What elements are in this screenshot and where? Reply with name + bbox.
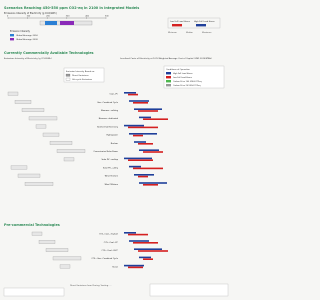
cost-bar-low-load — [138, 143, 153, 145]
row-label: CCS—Gas—Combined Cycle — [91, 258, 118, 261]
full-load-high-label: High Full Load Hours — [194, 21, 215, 23]
cost-bar-low-load — [143, 118, 168, 120]
cost-bar-high-load — [129, 166, 141, 168]
cost-bar-low-load — [138, 110, 158, 112]
row-label: CCS—Coal—IGCC — [101, 250, 118, 252]
emission-bar — [8, 92, 18, 95]
emission-bar — [53, 257, 81, 260]
cost-bar-low-load — [138, 176, 148, 178]
emission-bar — [60, 265, 70, 268]
lifecycle-emissions-label: Life-cycle Emissions — [72, 79, 93, 82]
cost-swatch-high — [166, 72, 171, 74]
cost-bar-low-load — [128, 94, 138, 96]
cost-bar-high-load — [139, 117, 151, 119]
emission-bar — [29, 117, 57, 120]
full-load-low-label: Low Full Load Hours — [170, 21, 190, 23]
cost-bar-high-load — [124, 125, 144, 127]
right-axis-label: Levelized Costs of Electricity at 10% Weighted Average Cost of Capital (USD 2010/MWh) — [120, 58, 212, 60]
emission-bar — [57, 149, 85, 152]
cost-bar-high-load — [134, 141, 146, 143]
footer-box — [4, 288, 64, 296]
cost-label-cp100: Carbon Price 100 USD/tCO2eq — [173, 81, 202, 84]
emission-bar — [32, 232, 42, 235]
legend-swatch-2030 — [10, 38, 14, 40]
cost-bar-high-load — [129, 133, 157, 135]
row-label: Biomass—cofiring — [101, 110, 118, 112]
top-axis-label: Emissions Intensity of Electricity (g CO2/kWh) — [4, 12, 57, 15]
row-label: Wind Offshore — [104, 183, 118, 186]
row-label: CCS—Coal—Oxyfuel — [98, 233, 118, 236]
cost-bar-high-load — [139, 257, 151, 259]
top-range-2050 — [45, 21, 57, 25]
cost-bar-low-load — [128, 127, 158, 129]
legend-label-2030: Global Average 2030 — [16, 39, 38, 42]
row-label: Solar PV—utility — [102, 167, 118, 170]
top-tick-label: 0 — [7, 15, 9, 18]
direct-emissions-swatch — [66, 74, 70, 76]
cost-bar-low-load — [128, 267, 143, 269]
cost-legend — [164, 66, 224, 88]
precommercial-heading: Pre-commercial Technologies — [4, 223, 60, 227]
row-label: Concentrated Solar Power — [93, 151, 118, 153]
sub-legend-min: Minimum — [168, 32, 177, 34]
cost-bar-low-load — [133, 102, 148, 104]
cost-label-high: High Full Load Hours — [173, 73, 193, 76]
cost-label-low: Low Full Load Hours — [173, 77, 192, 80]
commercial-heading: Currently Commercially Available Technologies — [4, 51, 94, 55]
top-tick-label: 300 — [65, 15, 70, 18]
cost-bar-high-load — [139, 149, 159, 151]
cost-bar-low-load — [128, 159, 153, 161]
footnotes-box — [150, 284, 228, 296]
cost-swatch-cp100 — [166, 80, 171, 82]
figure-title: Scenarios Reaching 450-550 ppm CO2-eq in 2100 in Integrated Models — [4, 6, 140, 10]
legend-swatch-2050 — [10, 34, 14, 36]
emission-bar — [46, 248, 68, 251]
top-tick-label: 400 — [85, 15, 90, 18]
cost-swatch-cp20 — [166, 84, 171, 86]
full-load-low-swatch — [172, 24, 182, 26]
cost-bar-high-load — [134, 248, 162, 250]
emission-type-legend — [64, 68, 104, 82]
row-label: Geothermal Electricity — [96, 126, 118, 129]
emission-legend-title: Emission Intensity Based on: — [66, 71, 95, 73]
emission-bar — [64, 158, 74, 161]
row-label: Nuclear — [110, 142, 118, 145]
direct-emissions-label: Direct Emissions — [72, 75, 89, 78]
row-label: Gas—Combined Cycle — [97, 101, 118, 104]
cost-bar-high-load — [139, 182, 167, 184]
cost-bar-low-load — [128, 234, 148, 236]
emission-bar — [43, 133, 59, 136]
cost-bar-low-load — [143, 151, 163, 153]
row-label: Biomass—dedicated — [98, 118, 118, 121]
cost-bar-high-load — [134, 108, 162, 110]
emission-bar — [18, 174, 40, 177]
cost-bar-high-load — [134, 174, 154, 176]
emission-bar — [11, 166, 27, 169]
emission-bar — [25, 182, 53, 185]
row-label: Ocean — [111, 266, 118, 269]
lifecycle-emissions-swatch — [66, 78, 70, 80]
top-tick-label: 100 — [26, 15, 31, 18]
cost-swatch-low — [166, 76, 171, 78]
cost-bar-high-load — [124, 265, 144, 267]
top-tick-label: 500 — [105, 15, 109, 18]
cost-bar-low-load — [133, 242, 158, 244]
top-range-2030 — [60, 21, 74, 25]
cost-bar-low-load — [133, 168, 163, 170]
sub-legend-max: Maximum — [202, 32, 212, 34]
row-label: Solar PV—rooftop — [101, 159, 118, 162]
cost-bar-high-load — [124, 232, 136, 234]
mid-axis-label: Emissions Intensity of Electricity (g CO2/kWh) — [4, 58, 52, 60]
top-tick-label: 200 — [46, 15, 50, 18]
emission-bar — [36, 125, 46, 128]
row-label: Coal—PC — [109, 93, 118, 96]
row-label: Wind Onshore — [104, 175, 118, 178]
cost-bar-low-load — [133, 135, 143, 137]
emission-bar — [15, 100, 31, 103]
legend-label-2050: Global Average 2050 — [16, 35, 38, 38]
cost-bar-low-load — [138, 250, 168, 252]
cost-bar-high-load — [129, 240, 149, 242]
row-label: CCS—Coal—PC — [103, 241, 118, 244]
sub-legend-median: Median — [186, 32, 193, 34]
emission-bar — [22, 108, 44, 111]
footer-note: Direct Emissions from Flaring, Venting, ... — [70, 285, 112, 287]
cost-bar-low-load — [143, 184, 158, 186]
emission-bar — [39, 240, 55, 243]
row-label: Hydropower — [106, 134, 118, 137]
cost-bar-high-load — [124, 158, 152, 160]
cost-label-cp20: Carbon Price 20 USD/tCO2eq — [173, 85, 201, 88]
full-load-high-swatch — [196, 24, 206, 26]
cost-bar-high-load — [129, 100, 149, 102]
cost-bar-low-load — [143, 258, 153, 260]
emission-bar — [50, 141, 72, 144]
scenario-legend-title: Emission Intensity — [10, 30, 30, 33]
cost-legend-title: Conditions of Operation — [166, 69, 190, 71]
cost-bar-high-load — [124, 92, 136, 94]
